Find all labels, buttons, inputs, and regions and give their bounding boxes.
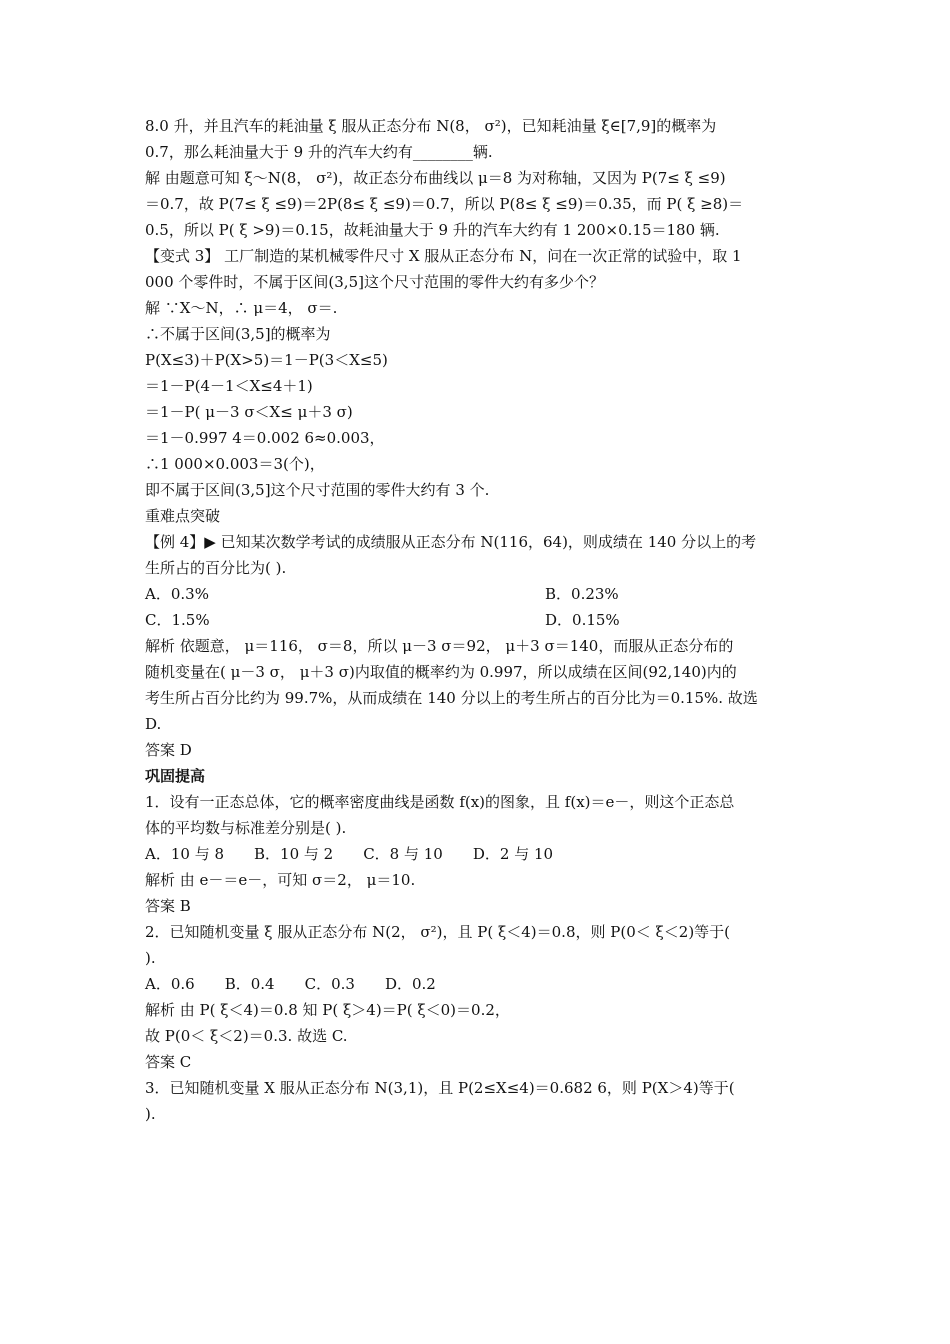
section-heading: 重难点突破 (145, 507, 221, 525)
analysis-line: 解析 依题意， μ＝116， σ＝8，所以 μ－3 σ＝92， μ＋3 σ＝140，而服从正态分布的 (145, 637, 734, 655)
option-d: D．2 与 10 (472, 845, 554, 863)
question-2: 2．已知随机变量 ξ 服从正态分布 N(2， σ²)，且 P( ξ＜4)＝0.8，则 P(0＜ ξ＜2)等于( (145, 923, 731, 941)
answer-line: 答案 B (145, 897, 191, 915)
analysis-line: 故 P(0＜ ξ＜2)＝0.3. 故选 C. (145, 1027, 348, 1045)
option-d: D．0.2 (384, 975, 436, 993)
text-line: 0.7，那么耗油量大于 9 升的汽车大约有________辆. (145, 143, 493, 161)
equation-line: ∴1 000×0.003＝3(个)， (145, 455, 325, 473)
options-row (145, 841, 815, 867)
options-row (145, 971, 815, 997)
solution-line: ＝0.7，故 P(7≤ ξ ≤9)＝2P(8≤ ξ ≤9)＝0.7，所以 P(8≤ ξ ≤9)＝0.35，而 P( ξ ≥8)＝ (145, 195, 744, 213)
solution-line: ∴不属于区间(3,5]的概率为 (145, 325, 331, 343)
analysis-line: 解析 由 P( ξ＜4)＝0.8 知 P( ξ＞4)＝P( ξ＜0)＝0.2， (145, 1001, 510, 1019)
solution-line: 即不属于区间(3,5]这个尺寸范围的零件大约有 3 个. (145, 481, 490, 499)
text-line: 生所占的百分比为( ). (145, 559, 287, 577)
option-c: C．0.3 (304, 975, 355, 993)
option-c: C．8 与 10 (363, 845, 443, 863)
question-2-cont: ). (145, 949, 156, 967)
equation-line: ＝1－P( μ－3 σ＜X≤ μ＋3 σ) (145, 403, 353, 421)
solution-line: 解 由题意可知 ξ～N(8， σ²)，故正态分布曲线以 μ＝8 为对称轴，又因为 P(7≤ ξ ≤9) (145, 169, 726, 187)
option-b: B．0.4 (224, 975, 275, 993)
equation-line: ＝1－0.997 4＝0.002 6≈0.003， (145, 429, 385, 447)
option-d: D．0.15% (545, 611, 620, 629)
analysis-line: D. (145, 715, 162, 733)
question-3: 3．已知随机变量 X 服从正态分布 N(3,1)，且 P(2≤X≤4)＝0.682 6，则 P(X＞4)等于( (145, 1079, 735, 1097)
question-3-cont: ). (145, 1105, 156, 1123)
option-a: A．0.3% (145, 585, 209, 603)
option-a: A．10 与 8 (145, 845, 224, 863)
options-row (145, 581, 815, 607)
analysis-line: 随机变量在( μ－3 σ， μ＋3 σ)内取值的概率约为 0.997，所以成绩在区间(92,140)内的 (145, 663, 737, 681)
answer-line: 答案 D (145, 741, 192, 759)
example-4-heading: 【例 4】▶ 已知某次数学考试的成绩服从正态分布 N(116，64)，则成绩在 140 分以上的考 (145, 533, 757, 551)
analysis-line: 解析 由 e－＝e－，可知 σ＝2， μ＝10. (145, 871, 416, 889)
option-b: B．0.23% (545, 585, 619, 603)
question-1: 1．设有一正态总体，它的概率密度曲线是函数 f(x)的图象，且 f(x)＝e－，则这个正态总 (145, 793, 735, 811)
option-c: C．1.5% (145, 611, 210, 629)
document-page (145, 113, 815, 1127)
option-a: A．0.6 (145, 975, 195, 993)
question-1-cont: 体的平均数与标准差分别是( ). (145, 819, 347, 837)
section-heading: 巩固提高 (145, 767, 206, 785)
equation-line: ＝1－P(4－1＜X≤4＋1) (145, 377, 313, 395)
text-line: 000 个零件时，不属于区间(3,5]这个尺寸范围的零件大约有多少个？ (145, 273, 604, 291)
equation-line: P(X≤3)＋P(X>5)＝1－P(3＜X≤5) (145, 351, 388, 369)
options-row (145, 607, 815, 633)
solution-line: 0.5，所以 P( ξ >9)＝0.15，故耗油量大于 9 升的汽车大约有 1 200×0.15＝180 辆. (145, 221, 720, 239)
option-b: B．10 与 2 (254, 845, 334, 863)
analysis-line: 考生所占百分比约为 99.7%，从而成绩在 140 分以上的考生所占的百分比为＝0.15%. 故选 (145, 689, 758, 707)
solution-line: 解 ∵X～N，∴ μ＝4， σ＝. (145, 299, 338, 317)
answer-line: 答案 C (145, 1053, 192, 1071)
variant-3-heading: 【变式 3】 工厂制造的某机械零件尺寸 X 服从正态分布 N，问在一次正常的试验中，取 1 (145, 247, 742, 265)
text-line: 8.0 升，并且汽车的耗油量 ξ 服从正态分布 N(8， σ²)，已知耗油量 ξ∈[7,9]的概率为 (145, 117, 717, 135)
